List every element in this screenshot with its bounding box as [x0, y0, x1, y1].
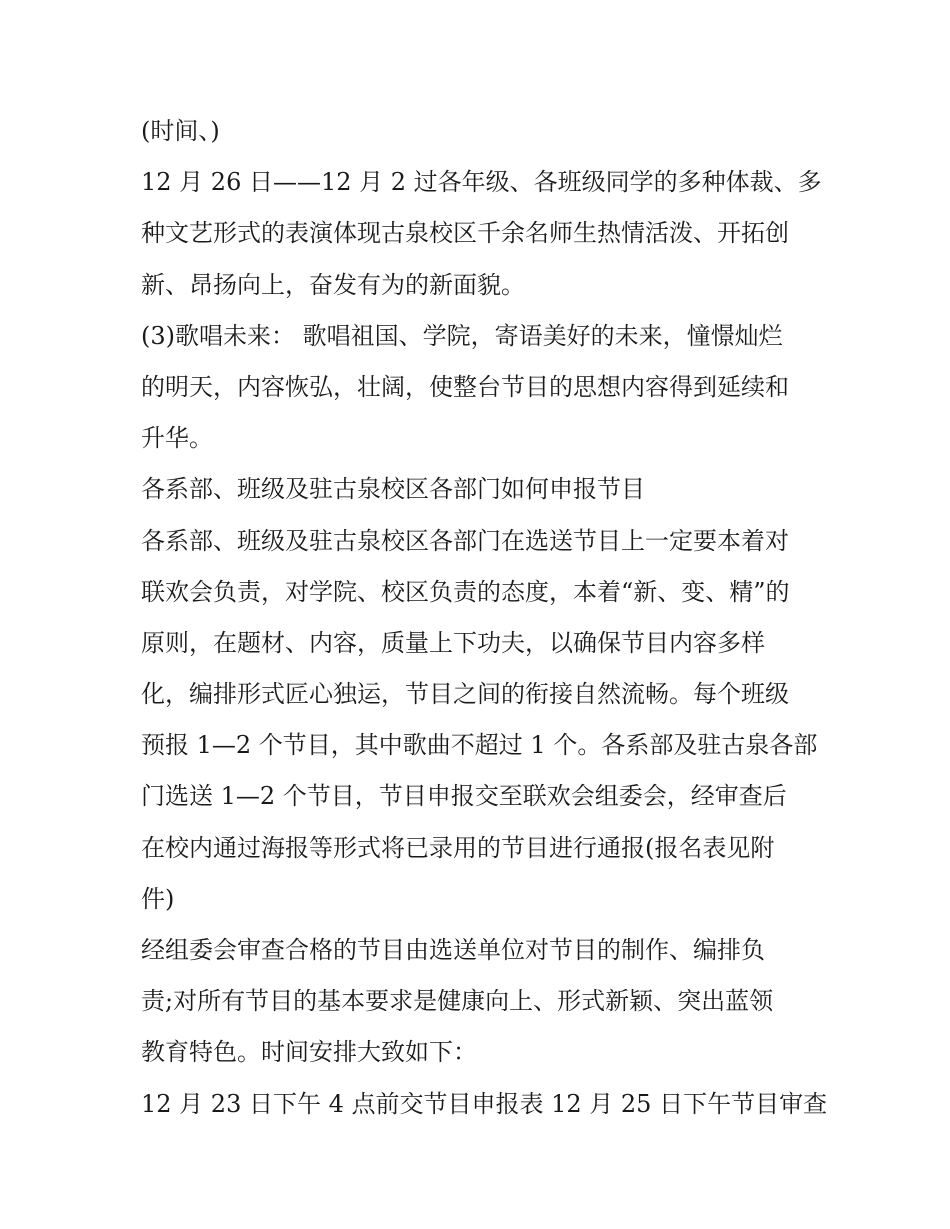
text-line: 的明天，内容恢弘，壮阔，使整台节目的思想内容得到延续和: [141, 372, 789, 401]
text-line: 在校内通过海报等形式将已录用的节目进行通报(报名表见附: [141, 833, 775, 862]
text-line: 化，编排形式匠心独运，节目之间的衔接自然流畅。每个班级: [141, 680, 789, 709]
text-line: 预报 1—2 个节目，其中歌曲不超过 1 个。各系部及驻古泉各部: [141, 731, 818, 760]
text-line: 各系部、班级及驻古泉校区各部门在选送节目上一定要本着对: [141, 526, 789, 555]
section-heading: 各系部、班级及驻古泉校区各部门如何申报节目: [141, 475, 645, 504]
document-body: [141, 106, 828, 1130]
text-line: (时间、): [141, 117, 220, 145]
text-line: 原则，在题材、内容，质量上下功夫，以确保节目内容多样: [141, 628, 765, 657]
text-line: (3)歌唱未来： 歌唱祖国、学院，寄语美好的未来，憧憬灿烂: [141, 321, 783, 350]
text-line: 件): [141, 884, 175, 913]
text-line: 门选送 1—2 个节目，节目申报交至联欢会组委会，经审查后: [141, 782, 787, 811]
text-line: 升华。: [141, 424, 213, 453]
text-line: 联欢会负责，对学院、校区负责的态度，本着“新、变、精”的: [141, 577, 790, 606]
text-line: 经组委会审查合格的节目由选送单位对节目的制作、编排负: [141, 936, 765, 964]
text-line: 12 月 23 日下午 4 点前交节目申报表 12 月 25 日下午节目审查: [141, 1089, 828, 1118]
text-line: 教育特色。时间安排大致如下：: [141, 1038, 477, 1067]
text-line: 种文艺形式的表演体现古泉校区千余名师生热情活泼、开拓创: [141, 219, 789, 248]
text-line: 责;对所有节目的基本要求是健康向上、形式新颖、突出蓝领: [141, 987, 774, 1016]
text-line: 12 月 26 日——12 月 2 过各年级、各班级同学的多种体裁、多: [141, 168, 822, 197]
text-line: 新、昂扬向上，奋发有为的新面貌。: [141, 270, 525, 299]
